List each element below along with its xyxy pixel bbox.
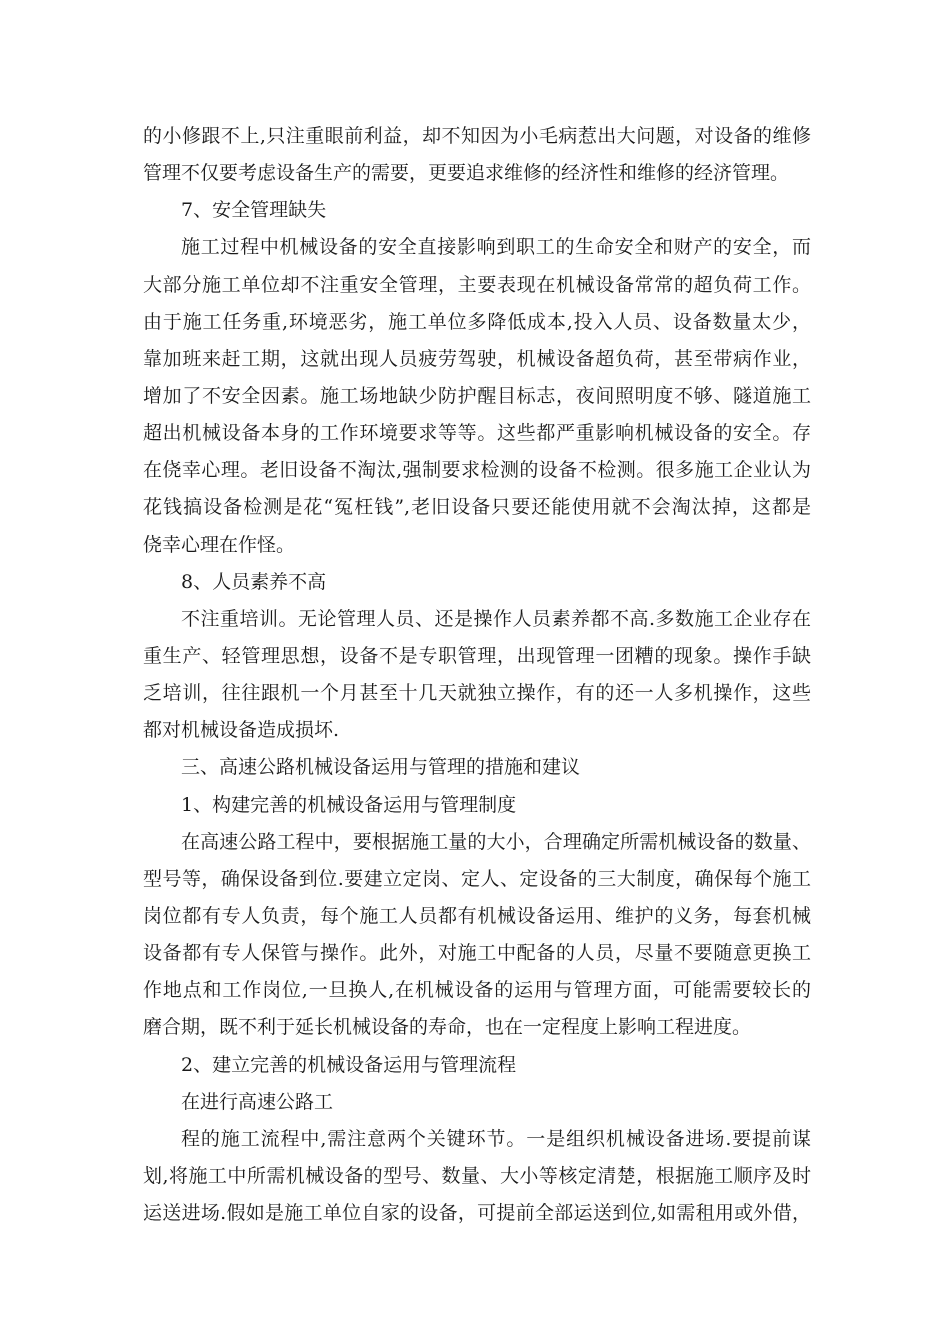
section-heading: 7、安全管理缺失: [181, 199, 327, 222]
text-line: 在侥幸心理。老旧设备不淘汰,强制要求检测的设备不检测。很多施工企业认为: [143, 459, 811, 482]
text-line: 在进行高速公路工: [181, 1090, 334, 1113]
text-line: 划,将施工中所需机械设备的型号、数量、大小等核定清楚，根据施工顺序及时: [143, 1164, 811, 1187]
section-heading: 2、建立完善的机械设备运用与管理流程: [181, 1053, 517, 1076]
text-line: 程的施工流程中,需注意两个关键环节。一是组织机械设备进场.要提前谋: [181, 1127, 811, 1150]
text-line: 增加了不安全因素。施工场地缺少防护醒目标志，夜间照明度不够、隧道施工: [143, 384, 811, 407]
text-line: 的小修跟不上,只注重眼前利益，却不知因为小毛病惹出大问题，对设备的维修: [143, 125, 811, 147]
text-line: 靠加班来赶工期，这就出现人员疲劳驾驶，机械设备超负荷，甚至带病作业，: [143, 347, 811, 370]
document-page: [143, 118, 811, 1232]
text-line: 运送进场.假如是施工单位自家的设备，可提前全部运送到位,如需租用或外借，: [143, 1202, 811, 1225]
section-heading: 1、构建完善的机械设备运用与管理制度: [181, 793, 517, 816]
text-line: 由于施工任务重,环境恶劣，施工单位多降低成本,投入人员、设备数量太少，: [143, 310, 811, 333]
text-line: 岗位都有专人负责，每个施工人员都有机械设备运用、维护的义务，每套机械: [143, 904, 811, 927]
text-line: 施工过程中机械设备的安全直接影响到职工的生命安全和财产的安全，而: [181, 236, 811, 259]
text-line: 磨合期，既不利于延长机械设备的寿命，也在一定程度上影响工程进度。: [143, 1016, 752, 1039]
text-line: 不注重培训。无论管理人员、还是操作人员素养都不高.多数施工企业存在: [181, 607, 811, 630]
text-line: 在高速公路工程中，要根据施工量的大小，合理确定所需机械设备的数量、: [181, 830, 811, 853]
text-line: 设备都有专人保管与操作。此外，对施工中配备的人员，尽量不要随意更换工: [143, 942, 811, 965]
section-heading: 8、人员素养不高: [181, 570, 327, 593]
section-heading: 三、高速公路机械设备运用与管理的措施和建议: [181, 756, 581, 779]
text-line: 作地点和工作岗位,一旦换人,在机械设备的运用与管理方面，可能需要较长的: [143, 979, 811, 1002]
text-line: 型号等，确保设备到位.要建立定岗、定人、定设备的三大制度，确保每个施工: [143, 867, 811, 890]
text-line: 大部分施工单位却不注重安全管理，主要表现在机械设备常常的超负荷工作。: [143, 273, 811, 296]
text-line: 乏培训，往往跟机一个月甚至十几天就独立操作，有的还一人多机操作，这些: [143, 682, 811, 705]
text-line: 侥幸心理在作怪。: [143, 533, 296, 556]
text-line: 超出机械设备本身的工作环境要求等等。这些都严重影响机械设备的安全。存: [143, 422, 811, 445]
text-line: 重生产、轻管理思想，设备不是专职管理，出现管理一团糟的现象。操作手缺: [143, 644, 811, 667]
text-line: 都对机械设备造成损坏.: [143, 719, 340, 742]
text-line: 管理不仅要考虑设备生产的需要，更要追求维修的经济性和维修的经济管理。: [143, 162, 790, 185]
text-line: 花钱搞设备检测是花“冤枉钱”,老旧设备只要还能使用就不会淘汰掉，这都是: [143, 496, 811, 519]
